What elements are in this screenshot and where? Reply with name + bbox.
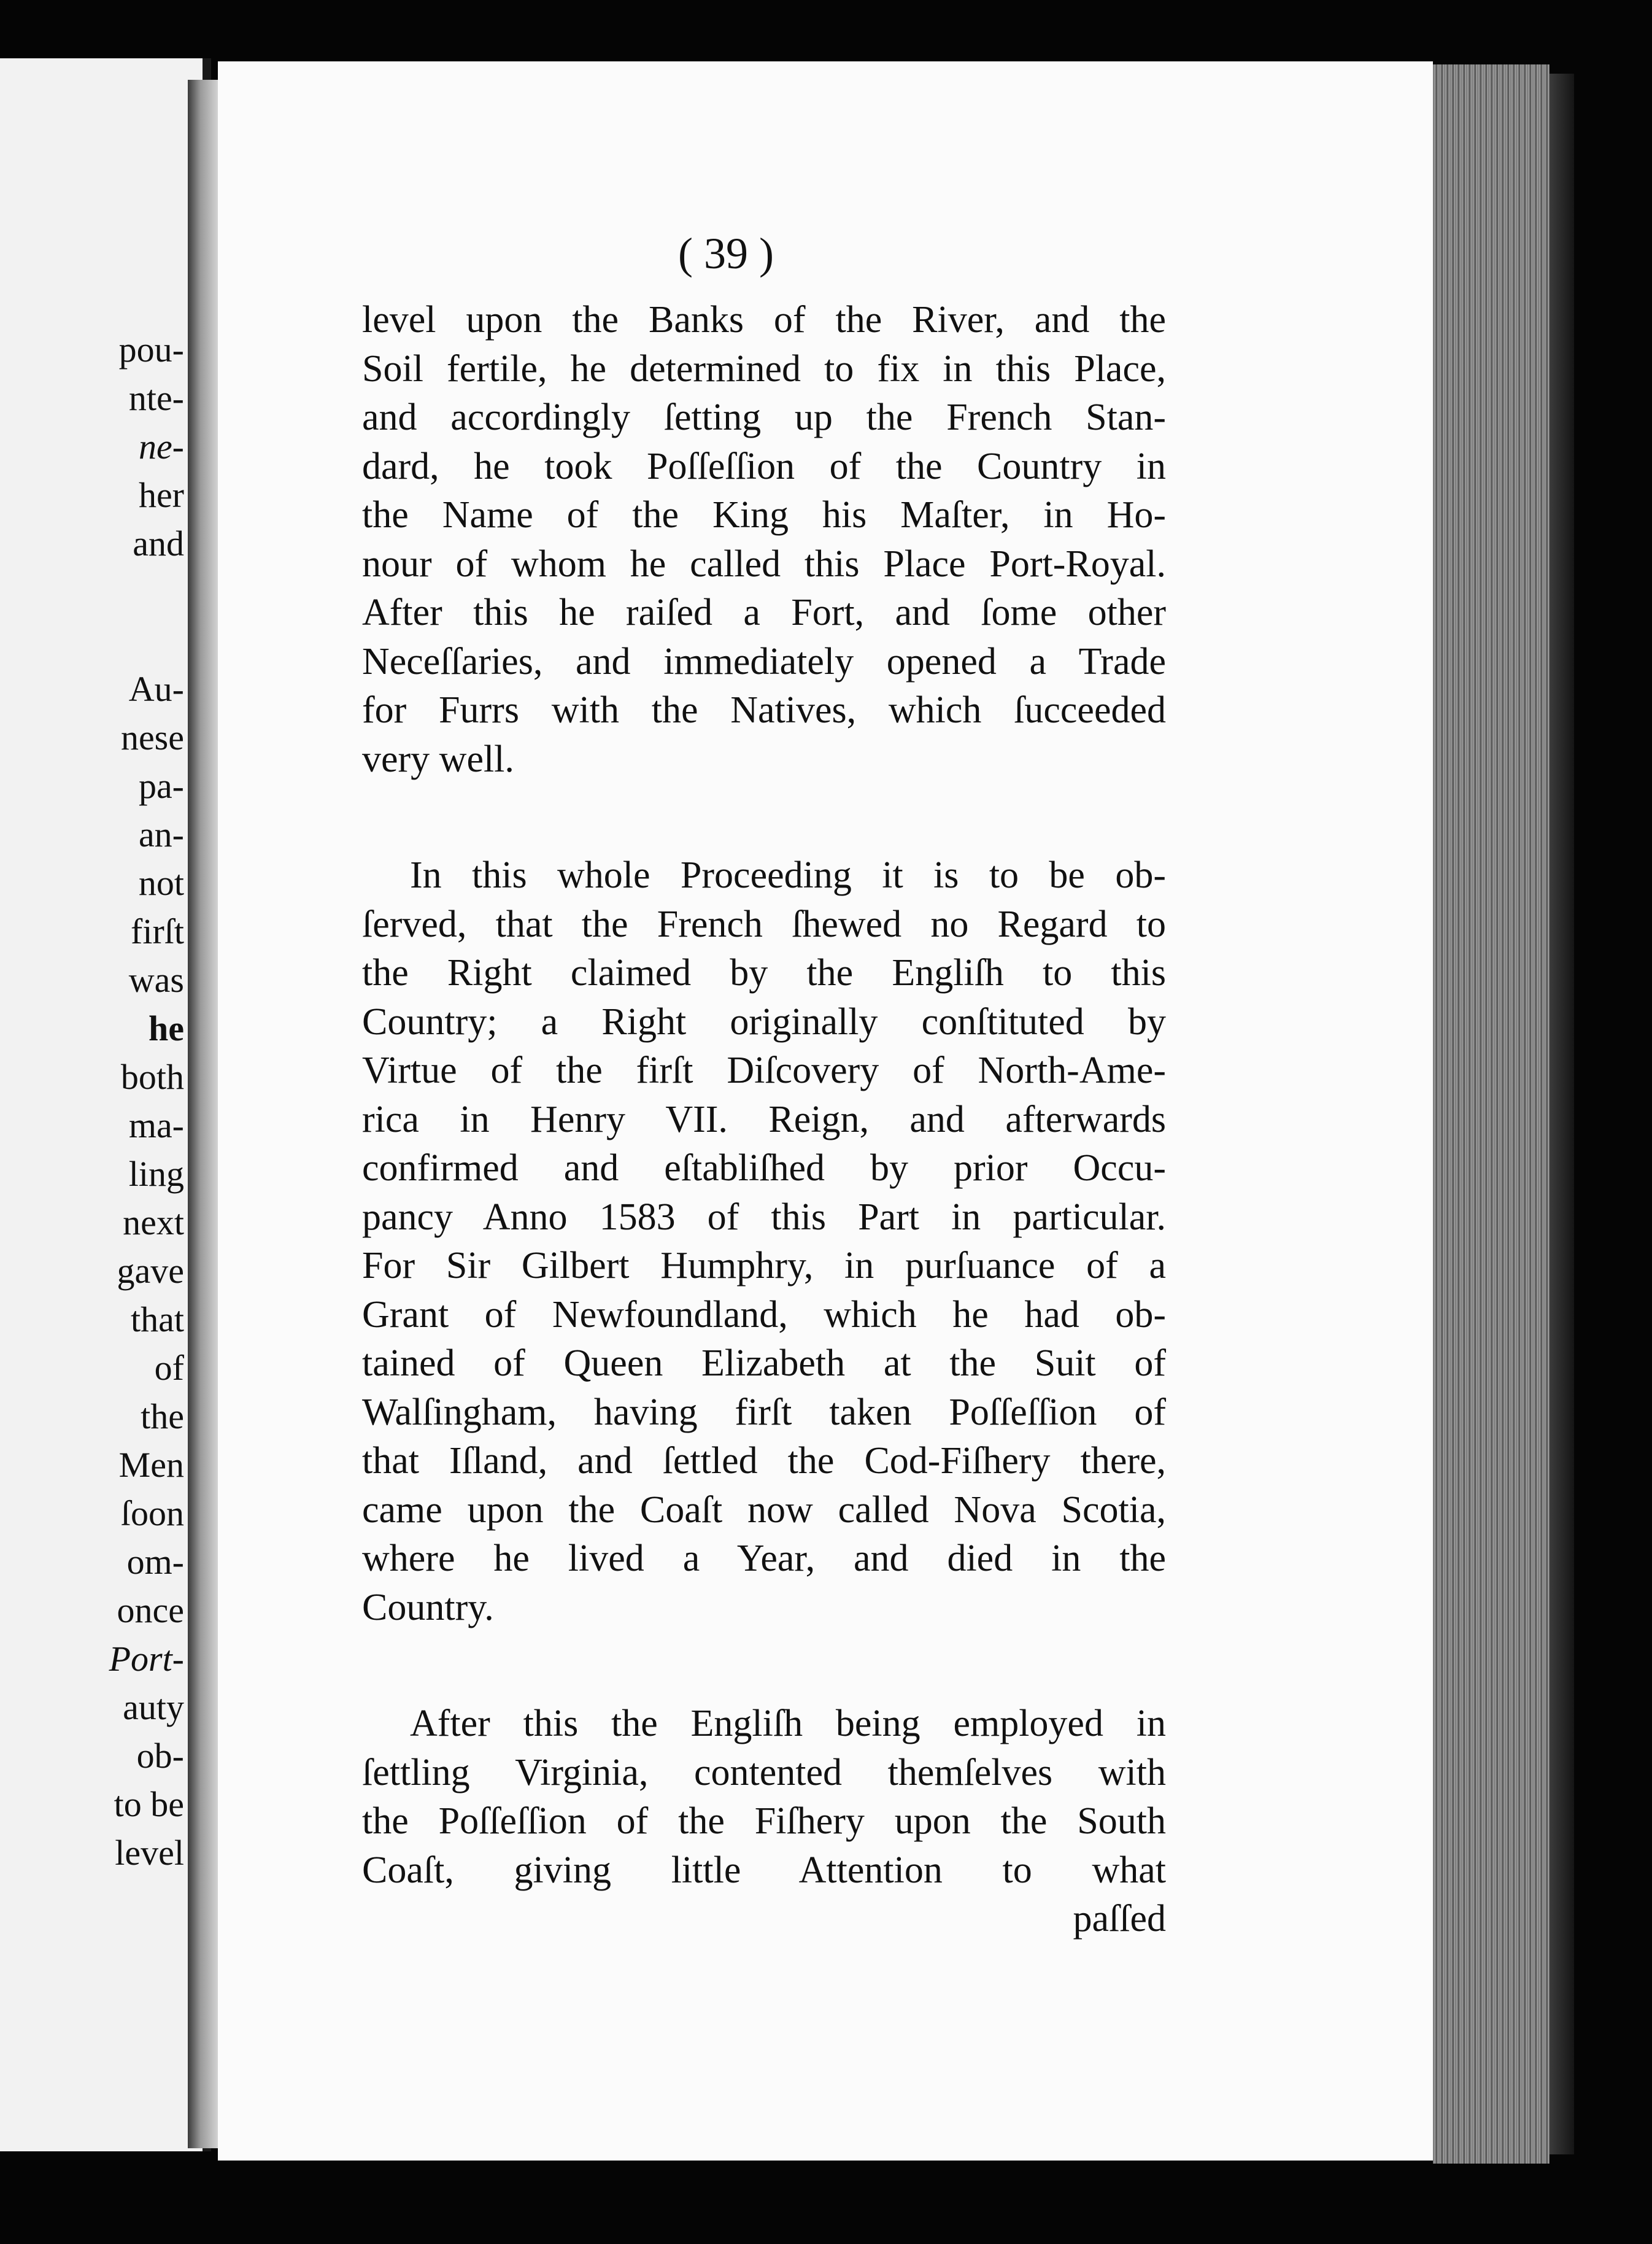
text-line: rica in Henry VII. Reign, and afterwards [362,1098,1166,1140]
text-line: that Iſland, and ſettled the Cod-Fiſhery there, [362,1440,1166,1482]
left-fragment: was [128,960,184,1000]
page-number: ( 39 ) [678,229,774,278]
left-fragment: pa- [138,766,184,806]
left-fragment: of [154,1348,184,1388]
text-line: tained of Queen Elizabeth at the Suit of [362,1342,1166,1384]
left-fragment: Port- [109,1639,184,1679]
catchword: paſſed [1073,1898,1166,1940]
text-line: level upon the Banks of the River, and the [362,299,1166,341]
left-fragment: ſoon [120,1493,184,1533]
left-fragment: firſt [131,911,184,951]
left-fragment: auty [123,1687,184,1727]
left-fragment: and [133,524,184,563]
text-line: Grant of Newfoundland, which he had ob- [362,1293,1166,1336]
text-line: ſettling Virginia, contented themſelves with [362,1751,1166,1793]
text-line: In this whole Proceeding it is to be ob- [410,854,1166,896]
text-line: ſerved, that the French ſhewed no Regard to [362,903,1166,945]
text-line: and accordingly ſetting up the French Stan- [362,397,1166,438]
text-line: very well. [362,738,514,780]
text-line: the Right claimed by the Engliſh to this [362,952,1166,994]
left-fragment: her [138,475,184,515]
page-edges [1433,64,1550,2164]
text-line: came upon the Coaſt now called Nova Scotia, [362,1488,1166,1531]
text-line: After this he raiſed a Fort, and ſome other [362,592,1166,633]
text-line: dard, he took Poſſeſſion of the Country in [362,445,1166,487]
text-line: After this the Engliſh being employed in [410,1703,1166,1744]
left-facing-page [0,58,211,2151]
left-page-text-fragments [12,325,184,1877]
book-gutter [188,80,220,2148]
text-line: pancy Anno 1583 of this Part in particular. [362,1196,1166,1238]
left-fragment: next [123,1202,184,1242]
left-fragment: ne- [138,427,184,466]
paragraph-3 [362,1700,1166,1944]
text-line: for Furrs with the Natives, which ſucceeded [362,689,1166,731]
left-fragment: to be [114,1784,184,1824]
text-line: where he lived a Year, and died in the [362,1538,1166,1579]
left-fragment: nte- [128,378,184,418]
left-fragment: nese [120,718,184,757]
left-fragment: gave [117,1251,184,1291]
text-line: Country. [362,1586,494,1628]
left-fragment: the [141,1396,184,1436]
left-fragment: ma- [128,1105,184,1145]
body-text [362,296,1166,1944]
book-cover-edge [1550,74,1574,2154]
text-line: confirmed and eſtabliſhed by prior Occu- [362,1147,1166,1189]
left-fragment: not [138,863,184,903]
text-line: Virtue of the firſt Diſcovery of North-Ame- [362,1050,1166,1091]
left-fragment: that [131,1299,184,1339]
left-fragment: pou- [118,330,184,369]
left-fragment [12,616,184,665]
paragraph-1 [362,296,1166,784]
paragraph-2 [362,851,1166,1632]
left-fragment [12,568,184,616]
left-fragment: once [117,1590,184,1630]
left-fragment: Au- [128,669,184,709]
left-fragment: ling [128,1154,184,1194]
left-fragment: Men [118,1445,184,1485]
text-line: Coaſt, giving little Attention to what [362,1849,1166,1891]
text-line: Soil fertile, he determined to fix in this Place, [362,347,1166,390]
text-line: Walſingham, having firſt taken Poſſeſſion of [362,1391,1166,1433]
text-line: nour of whom he called this Place Port-Royal. [362,543,1166,585]
text-line: Neceſſaries, and immediately opened a Trade [362,640,1166,683]
text-line: the Poſſeſſion of the Fiſhery upon the South [362,1800,1166,1842]
text-line: For Sir Gilbert Humphry, in purſuance of a [362,1245,1166,1286]
text-line: Country; a Right originally conſtituted by [362,1000,1166,1043]
left-fragment: ob- [136,1736,184,1776]
left-fragment: an- [138,814,184,854]
left-fragment: level [115,1833,184,1873]
left-fragment: both [120,1057,184,1097]
text-line: the Name of the King his Maſter, in Ho- [362,494,1166,536]
left-fragment: om- [126,1542,184,1582]
left-fragment: he [149,1008,184,1048]
